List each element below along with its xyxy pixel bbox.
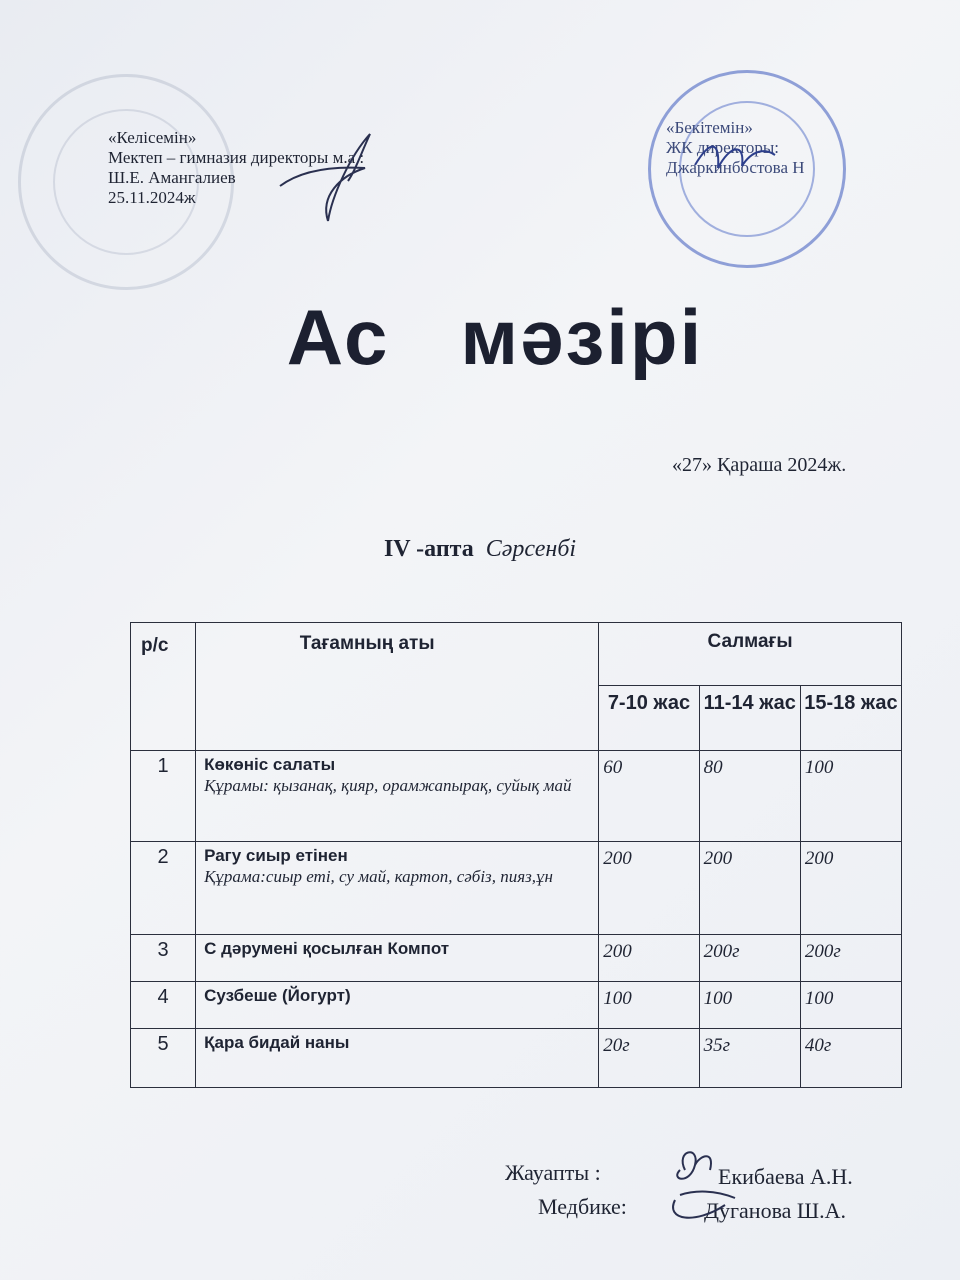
dish-cell: [196, 751, 599, 842]
weight-11-14: 35г: [699, 1029, 800, 1088]
header-age-11-14: 11-14 жас: [699, 686, 800, 751]
header-age-7-10: 7-10 жас: [599, 686, 699, 751]
page-title: Ас мәзірі: [286, 293, 704, 381]
weight-7-10: 60: [599, 751, 699, 842]
entrepreneur-signature: [690, 130, 780, 180]
weight-15-18: 200: [800, 842, 901, 935]
table-row: [131, 982, 902, 1029]
approval-left-line3: Ш.Е. Амангалиев: [108, 168, 236, 187]
weight-15-18: 200г: [800, 935, 901, 982]
approval-left-line2: Мектеп – гимназия директоры м.а :: [108, 148, 365, 167]
dish-cell: [196, 1029, 599, 1088]
dish-name: Көкөніс салаты: [204, 755, 336, 774]
responsible-label: Жауапты :: [505, 1160, 601, 1185]
row-number: 5: [131, 1029, 196, 1088]
header-age-15-18: 15-18 жас: [800, 686, 901, 751]
approval-right-line3: Джаркинбостова Н: [666, 158, 805, 177]
day-label: Сәрсенбі: [485, 536, 577, 562]
weight-15-18: 100: [800, 751, 901, 842]
dish-name: Рагу сиыр етінен: [204, 846, 348, 865]
approval-right-line2: ЖК директоры:: [666, 138, 779, 157]
approval-right-line1: «Бекітемін»: [666, 118, 753, 137]
responsible-name: Екибаева А.Н.: [718, 1164, 853, 1189]
table-row: [131, 751, 902, 842]
weight-11-14: 100: [699, 982, 800, 1029]
weight-7-10: 100: [599, 982, 699, 1029]
menu-date: «27» Қараша 2024ж.: [672, 454, 847, 476]
row-number: 1: [131, 751, 196, 842]
row-number: 3: [131, 935, 196, 982]
row-number: 4: [131, 982, 196, 1029]
weight-11-14: 80: [699, 751, 800, 842]
weight-7-10: 200: [599, 935, 699, 982]
header-weight: Салмағы: [599, 623, 902, 686]
header-pc: р/с: [131, 623, 196, 751]
header-name: Тағамның аты: [196, 623, 599, 751]
dish-cell: [196, 982, 599, 1029]
dish-name: Қара бидай наны: [204, 1033, 350, 1052]
nurse-label: Медбике:: [538, 1194, 627, 1219]
menu-table: [130, 622, 902, 1088]
table-header-row: [131, 623, 902, 686]
dish-cell: [196, 842, 599, 935]
week-day-heading: [0, 536, 960, 563]
dish-name: Сузбеше (Йогурт): [204, 986, 351, 1005]
responsible-signature: [655, 1140, 745, 1230]
weight-11-14: 200г: [699, 935, 800, 982]
week-label: IV -апта: [383, 536, 474, 562]
dish-name: С дәрумені қосылған Компот: [204, 939, 450, 958]
weight-15-18: 40г: [800, 1029, 901, 1088]
table-row: [131, 842, 902, 935]
weight-15-18: 100: [800, 982, 901, 1029]
director-signature: [270, 126, 390, 226]
table-row: [131, 935, 902, 982]
dish-composition: Құрама:сиыр еті, су май, картоп, сәбіз, пияз,ұн: [204, 867, 553, 886]
dish-composition: Құрамы: қызанақ, қияр, орамжапырақ, суйық май: [204, 776, 572, 795]
nurse-name: Дуганова Ш.А.: [704, 1198, 847, 1223]
weight-11-14: 200: [699, 842, 800, 935]
dish-cell: [196, 935, 599, 982]
approval-left-line4: 25.11.2024ж: [108, 188, 196, 207]
row-number: 2: [131, 842, 196, 935]
weight-7-10: 200: [599, 842, 699, 935]
table-row: [131, 1029, 902, 1088]
weight-7-10: 20г: [599, 1029, 699, 1088]
approval-left-line1: «Келісемін»: [108, 128, 197, 147]
